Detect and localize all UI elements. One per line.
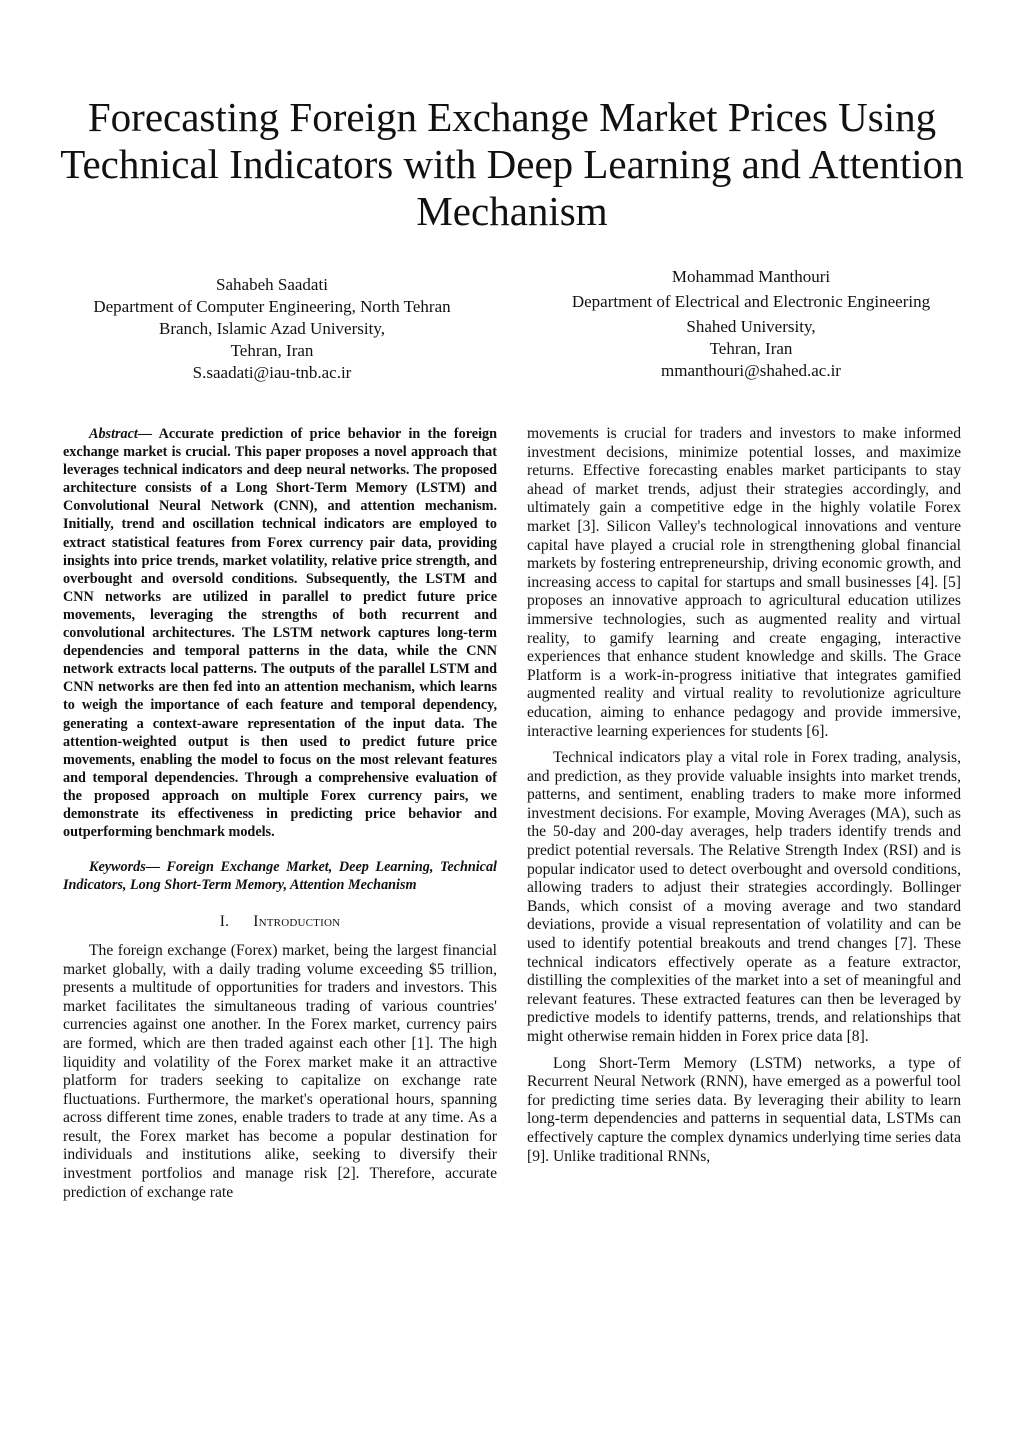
section-heading xyxy=(63,913,497,932)
author-email[interactable]: mmanthouri@shahed.ac.ir xyxy=(661,361,841,380)
keywords xyxy=(63,858,497,894)
left-column xyxy=(63,425,497,1202)
author-name: Mohammad Manthouri xyxy=(671,267,831,286)
body-paragraph: movements is crucial for traders and investors to make informed investment decisions, minimize potential losses, and maximize returns. Effective forecasting enables market participants to stay ahead of market trends, adjust their strategies accordingly, and ultimately gain a competitive edge in the highly volatile Forex market [3]. Silicon Valley's technological innovations and venture capital have played a crucial role in strengthening global financial markets by fostering entrepreneurship, driving economic growth, and increasing access to capital for startups and small businesses [4]. [5] proposes an innovative approach to agricultural education utilizes immersive technologies, such as augmented reality and virtual reality, to gamify learning and create engaging, interactive experiences that enhance student knowledge and skills. The Grace Platform is a work-in-progress initiative that integrates gamified augmented reality and virtual reality to revolutionize agriculture education, aiming to enhance pedagogy and provide immersive, interactive learning experiences for students [6]. xyxy=(527,425,961,740)
author-affiliation: Branch, Islamic Azad University, xyxy=(159,319,385,338)
body-paragraph: The foreign exchange (Forex) market, being the largest financial market globally, with a daily trading volume exceeding $5 trillion, presents a multitude of opportunities for traders and investors. This market facilitates the simultaneous trading of various countries' currencies against one another. In the Forex market, currency pairs are formed, which are then traded against each other [1]. The high liquidity and volatility of the Forex market make it an attractive platform for traders seeking to capitalize on exchange rate fluctuations. Furthermore, the market's operational hours, spanning across different time zones, enable traders to trade at any time. As a result, the Forex market has become a popular destination for individuals and institutions alike, seeking to diversify their investment portfolios and manage risk [2]. Therefore, accurate prediction of exchange rate xyxy=(63,941,497,1201)
author-block-2 xyxy=(540,266,962,382)
author-block-1 xyxy=(58,274,486,384)
abstract-text: Accurate prediction of price behavior in the foreign exchange market is crucial. This paper proposes a novel approach that leverages technical indicators and deep neural networks. The proposed architecture consists of a Long Short-Term Memory (LSTM) and Convolutional Neural Network (CNN), and attention mechanism. Initially, trend and oscillation technical indicators are employed to extract statistical features from Forex currency pair data, providing insights into price trends, market volatility, relative price strength, and overbought and oversold conditions. Subsequently, the LSTM and CNN networks are utilized in parallel to predict future price movements, leveraging the strengths of both recurrent and convolutional architectures. The LSTM network captures long-term dependencies and temporal patterns in the data, while the CNN network extracts local patterns. The outputs of the parallel LSTM and CNN networks are then fed into an attention mechanism, which learns to weigh the importance of each feature and temporal dependency, generating a context-aware representation of the input data. The attention-weighted output is then used to predict future price movements, enabling the model to focus on the most relevant features and temporal dependencies. Through a comprehensive evaluation of the proposed approach on multiple Forex currency pairs, we demonstrate its effectiveness in predicting price behavior and outperforming benchmark models. xyxy=(63,426,497,841)
author-name: Sahabeh Saadati xyxy=(216,275,328,294)
right-column xyxy=(527,425,961,1166)
abstract xyxy=(63,425,497,841)
keywords-label: Keywords— xyxy=(89,859,160,876)
section-number: I. xyxy=(219,913,230,931)
author-affiliation: Department of Electrical and Electronic Engineering xyxy=(571,292,931,311)
author-affiliation: Department of Computer Engineering, North Tehran xyxy=(93,297,451,316)
author-affiliation: Shahed University, xyxy=(686,317,816,336)
author-location: Tehran, Iran xyxy=(230,341,314,360)
section-title: Introduction xyxy=(253,913,341,931)
abstract-label: Abstract— xyxy=(89,426,153,442)
body-paragraph: Technical indicators play a vital role in Forex trading, analysis, and prediction, as they provide valuable insights into market trends, patterns, and sentiment, enabling traders to make more informed investment decisions. For example, Moving Averages (MA), such as the 50-day and 200-day averages, help traders identify trends and predict potential reversals. The Relative Strength Index (RSI) and is popular indicator used to detect overbought and oversold conditions, allowing traders to adjust their strategies accordingly. Bollinger Bands, which consist of a moving average and two standard deviations, provide a visual representation of volatility and can be used to identify potential breakouts and trend changes [7]. These technical indicators effectively operate as a feature extractor, distilling the complexities of the market into a set of meaningful and relevant features. These extracted features can then be leveraged by predictive models to identify patterns, trends, and relationships that might otherwise remain hidden in Forex price data [8]. xyxy=(527,749,961,1045)
keywords-text: Foreign Exchange Market, Deep Learning, Technical Indicators, Long Short-Term Memory, Attention Mechanism xyxy=(63,859,497,894)
paper-title: Forecasting Foreign Exchange Market Prices Using Technical Indicators with Deep Learning and Attention Mechanism xyxy=(60,94,964,234)
author-email[interactable]: S.saadati@iau-tnb.ac.ir xyxy=(192,363,352,382)
author-location: Tehran, Iran xyxy=(709,339,793,358)
body-paragraph: Long Short-Term Memory (LSTM) networks, a type of Recurrent Neural Network (RNN), have emerged as a powerful tool for predicting time series data. By leveraging their ability to learn long-term dependencies and patterns in sequential data, LSTMs can effectively capture the complex dynamics underlying time series data [9]. Unlike traditional RNNs, xyxy=(527,1054,961,1165)
